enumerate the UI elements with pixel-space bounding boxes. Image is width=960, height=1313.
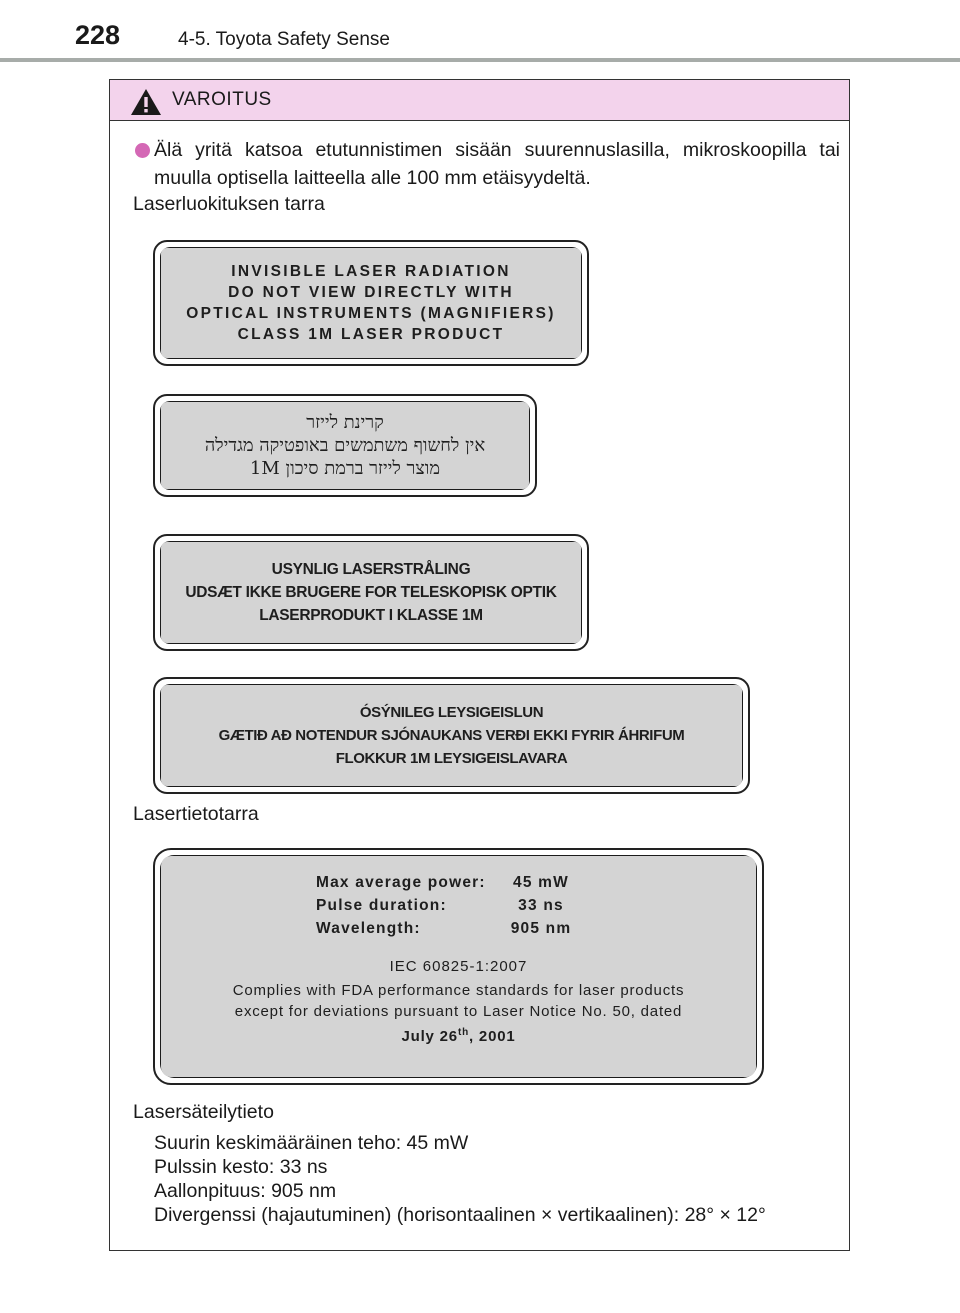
- label-line: INVISIBLE LASER RADIATION: [231, 263, 511, 280]
- label-line: FLOKKUR 1M LEYSIGEISLAVARA: [335, 750, 568, 767]
- laser-label-english: [153, 240, 589, 366]
- date-text: July 26: [401, 1028, 458, 1045]
- spec-row: [316, 917, 576, 940]
- section-title: 4-5. Toyota Safety Sense: [178, 29, 390, 50]
- label-line: CLASS 1M LASER PRODUCT: [237, 326, 505, 343]
- label-line: מוצר לייזר ברמת סיכון 1M: [249, 458, 441, 479]
- label-line: GÆTIÐ AÐ NOTENDUR SJÓNAUKANS VERÐI EKKI FYRIR ÁHRIFUM: [218, 727, 685, 744]
- compliance-date: [161, 1022, 756, 1047]
- spec-value: 45 mW: [513, 873, 569, 891]
- radiation-info-list: [154, 1131, 766, 1227]
- spec-table: [316, 871, 576, 940]
- radiation-info-item: Aallonpituus: 905 nm: [154, 1180, 337, 1202]
- laser-info-label: [153, 848, 764, 1085]
- fda-compliance-text: [161, 980, 756, 1047]
- info-label-caption: Lasertietotarra: [133, 803, 259, 825]
- date-superscript: th: [457, 1027, 469, 1038]
- bullet-icon: [135, 143, 150, 158]
- label-caption: Laserluokituksen tarra: [133, 193, 325, 215]
- radiation-info-item: Pulssin kesto: 33 ns: [154, 1156, 328, 1178]
- warning-header: [110, 80, 849, 121]
- warning-title: VAROITUS: [172, 89, 272, 110]
- iec-standard: IEC 60825-1:2007: [389, 958, 528, 975]
- label-line: אין לחשוף משתמשים באופטיקה מגדילה: [204, 435, 486, 456]
- spec-row: [316, 871, 576, 894]
- warning-bullet-text: Älä yritä katsoa etutunnistimen sisään suurennuslasilla, mikroskoopilla tai muulla optisella laitteella alle 100 mm etäisyydeltä.: [154, 139, 840, 189]
- label-line: DO NOT VIEW DIRECTLY WITH: [228, 284, 514, 301]
- radiation-info-caption: Lasersäteilytieto: [133, 1101, 274, 1123]
- radiation-info-item: Suurin keskimääräinen teho: 45 mW: [154, 1132, 469, 1154]
- header-rule: [0, 58, 960, 62]
- radiation-info-item: Divergenssi (hajautuminen) (horisontaalinen × vertikaalinen): 28° × 12°: [154, 1204, 766, 1226]
- laser-label-icelandic: [153, 677, 750, 794]
- label-line: OPTICAL INSTRUMENTS (MAGNIFIERS): [186, 305, 556, 322]
- compliance-line: except for deviations pursuant to Laser Notice No. 50, dated: [234, 1003, 683, 1020]
- date-year: , 2001: [469, 1028, 516, 1045]
- spec-row: [316, 894, 576, 917]
- label-line: LASERPRODUKT I KLASSE 1M: [259, 607, 483, 624]
- label-line: UDSÆT IKKE BRUGERE FOR TELESKOPISK OPTIK: [185, 584, 557, 601]
- page-header: [0, 0, 960, 62]
- label-line: USYNLIG LASERSTRÅLING: [271, 561, 471, 578]
- spec-key: Pulse duration:: [316, 896, 447, 914]
- laser-label-danish: [153, 534, 589, 651]
- warning-triangle-icon: [130, 88, 162, 116]
- label-line: ÓSÝNILEG LEYSIGEISLUN: [359, 704, 544, 721]
- compliance-line: Complies with FDA performance standards for laser products: [232, 982, 685, 999]
- page-number: 228: [75, 20, 121, 50]
- spec-value: 33 ns: [518, 896, 564, 914]
- laser-label-hebrew: [153, 394, 537, 497]
- spec-value: 905 nm: [510, 919, 572, 937]
- spec-key: Max average power:: [316, 873, 486, 891]
- label-line: קרינת לייזר: [306, 412, 384, 433]
- spec-key: Wavelength:: [316, 919, 421, 937]
